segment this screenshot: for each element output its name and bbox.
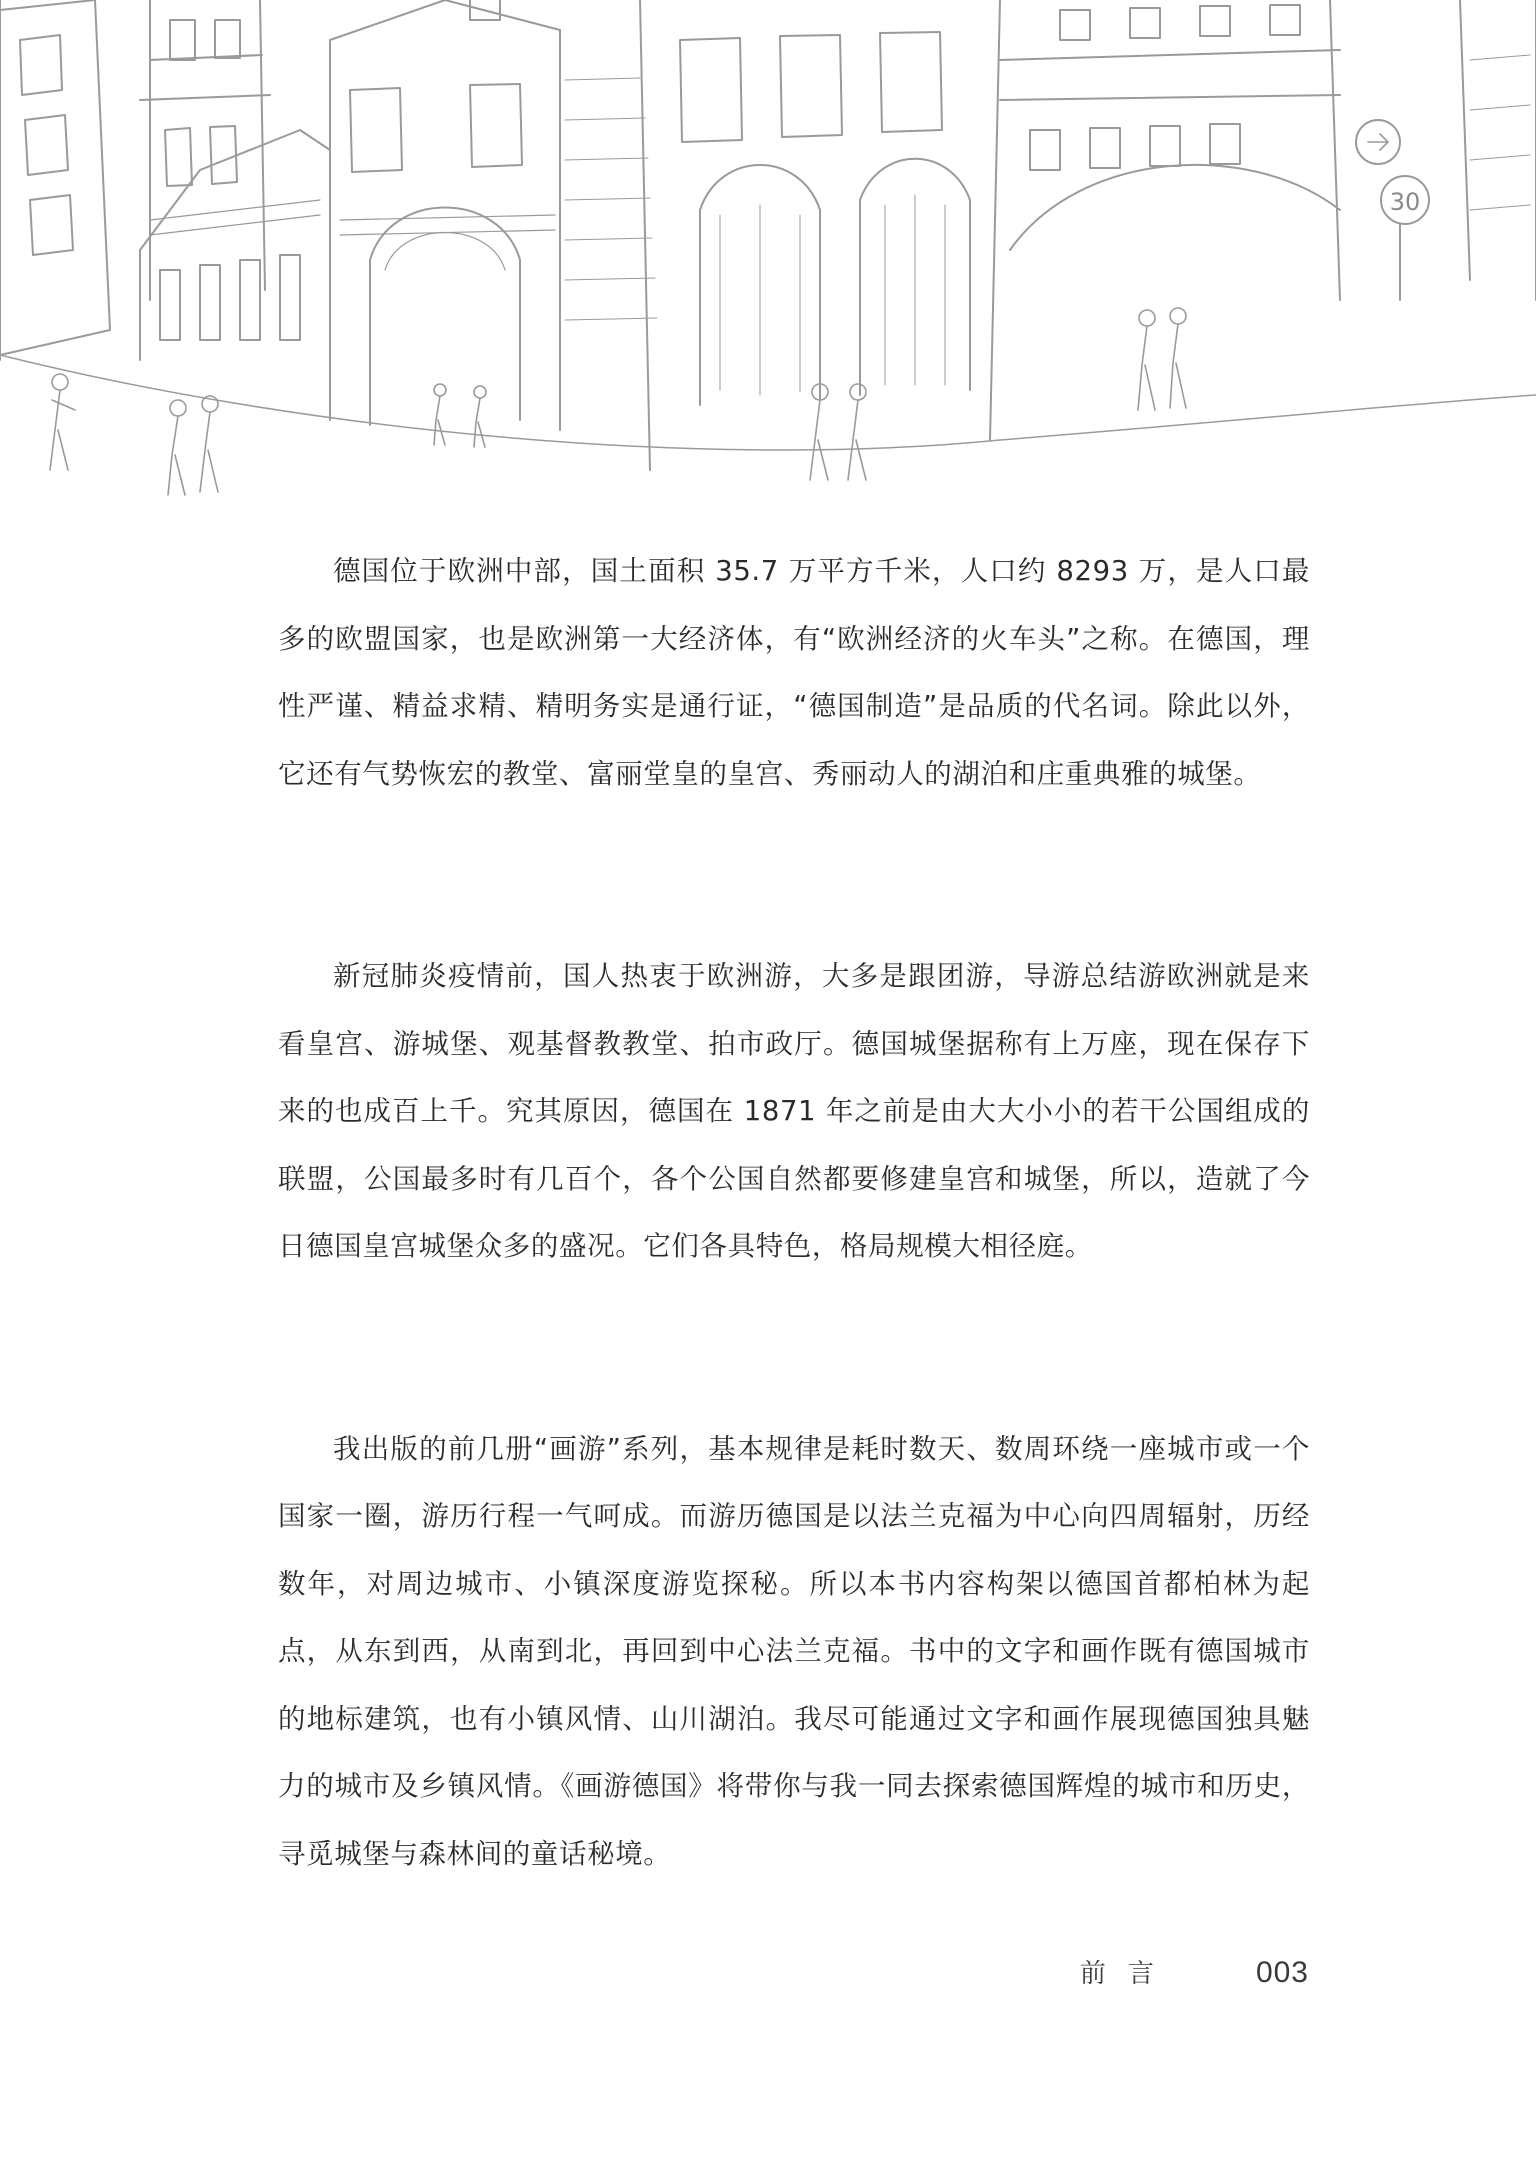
body-text [278,538,1310,1888]
paragraph: 德国位于欧洲中部，国土面积 35.7 万平方千米，人口约 8293 万，是人口最多的欧盟国家，也是欧洲第一大经济体，有“欧洲经济的火车头”之称。在德国，理性严谨、精益求精、精明务实是通行证，“德国制造”是品质的代名词。除此以外，它还有气势恢宏的教堂、富丽堂皇的皇宫、秀丽动人的湖泊和庄重典雅的城堡。 [278,555,1310,790]
speed-sign-text: 30 [1389,188,1421,216]
paragraph: 我出版的前几册“画游”系列，基本规律是耗时数天、数周环绕一座城市或一个国家一圈，游历行程一气呵成。而游历德国是以法兰克福为中心向四周辐射，历经数年，对周边城市、小镇深度游览探秘。所以本书内容构架以德国首都柏林为起点，从东到西，从南到北，再回到中心法兰克福。书中的文字和画作既有德国城市的地标建筑，也有小镇风情、山川湖泊。我尽可能通过文字和画作展现德国独具魅力的城市及乡镇风情。《画游德国》将带你与我一同去探索德国辉煌的城市和历史，寻觅城堡与森林间的童话秘境。 [278,1432,1310,1870]
paragraph: 新冠肺炎疫情前，国人热衷于欧洲游，大多是跟团游，导游总结游欧洲就是来看皇宫、游城堡、观基督教教堂、拍市政厅。德国城堡据称有上万座，现在保存下来的也成百上千。究其原因，德国在 1871 年之前是由大大小小的若干公国组成的联盟，公国最多时有几百个，各个公国自然都要修建皇宫和城堡，所以，造就了今日德国皇宫城堡众多的盛况。它们各具特色，格局规模大相径庭。 [278,960,1310,1262]
section-label: 前言 [1079,1959,1176,1989]
page-number: 003 [1255,1956,1309,1989]
street-sketch-illustration [0,0,1536,520]
page-footer [1080,1953,1309,1990]
